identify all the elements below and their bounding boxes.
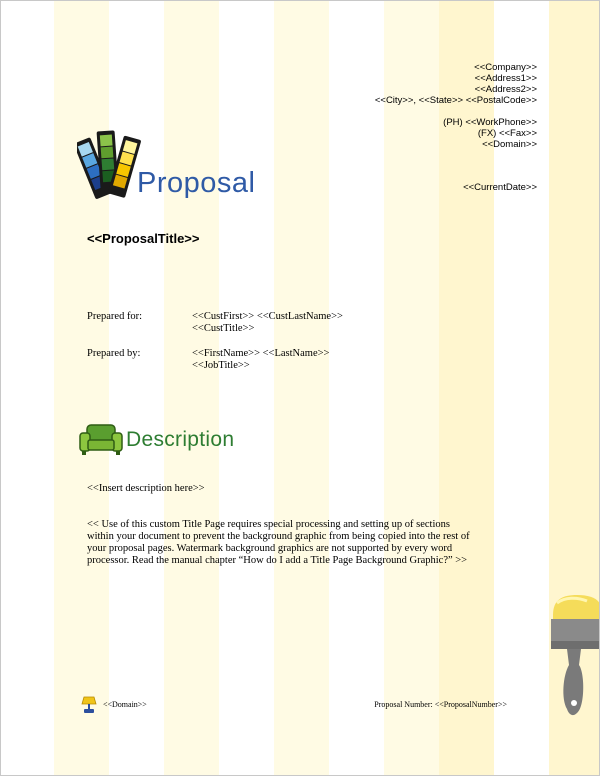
domain-field: <<Domain>> [482, 139, 537, 150]
current-date-field: <<CurrentDate>> [463, 182, 537, 193]
address1-field: <<Address1>> [474, 73, 537, 84]
description-heading: Description [126, 428, 235, 451]
armchair-icon [79, 423, 123, 457]
fax-field: (FX) <<Fax>> [477, 128, 537, 139]
lamp-icon [81, 696, 97, 714]
prepared-for-name: <<CustFirst>> <<CustLastName>> [192, 311, 343, 322]
description-placeholder: <<Insert description here>> [87, 483, 205, 494]
proposal-number: Proposal Number: <<ProposalNumber>> [374, 700, 507, 709]
proposal-heading: Proposal [137, 167, 256, 199]
title-page-note: << Use of this custom Title Page requires special processing and setting up of sections within your document to prevent the background graphic from being copied into the rest of your proposal pages. Watermark background graphics are not supported by every word processor. Read the manual chapter “How do I add a Title Page Background Graphic?” >> [87, 519, 470, 566]
footer-domain: <<Domain>> [103, 700, 147, 709]
prepared-by-label: Prepared by: [87, 348, 141, 359]
company-field: <<Company>> [474, 62, 537, 73]
prepared-for-label: Prepared for: [87, 311, 143, 322]
work-phone-field: (PH) <<WorkPhone>> [443, 117, 537, 128]
proposal-title: <<ProposalTitle>> [87, 231, 200, 246]
city-state-postal-field: <<City>>, <<State>> <<PostalCode>> [374, 95, 537, 106]
prepared-for-title: <<CustTitle>> [192, 323, 255, 334]
prepared-by-title: <<JobTitle>> [192, 360, 250, 371]
paintbrush-icon [547, 589, 600, 719]
address2-field: <<Address2>> [474, 84, 537, 95]
prepared-by-name: <<FirstName>> <<LastName>> [192, 348, 330, 359]
